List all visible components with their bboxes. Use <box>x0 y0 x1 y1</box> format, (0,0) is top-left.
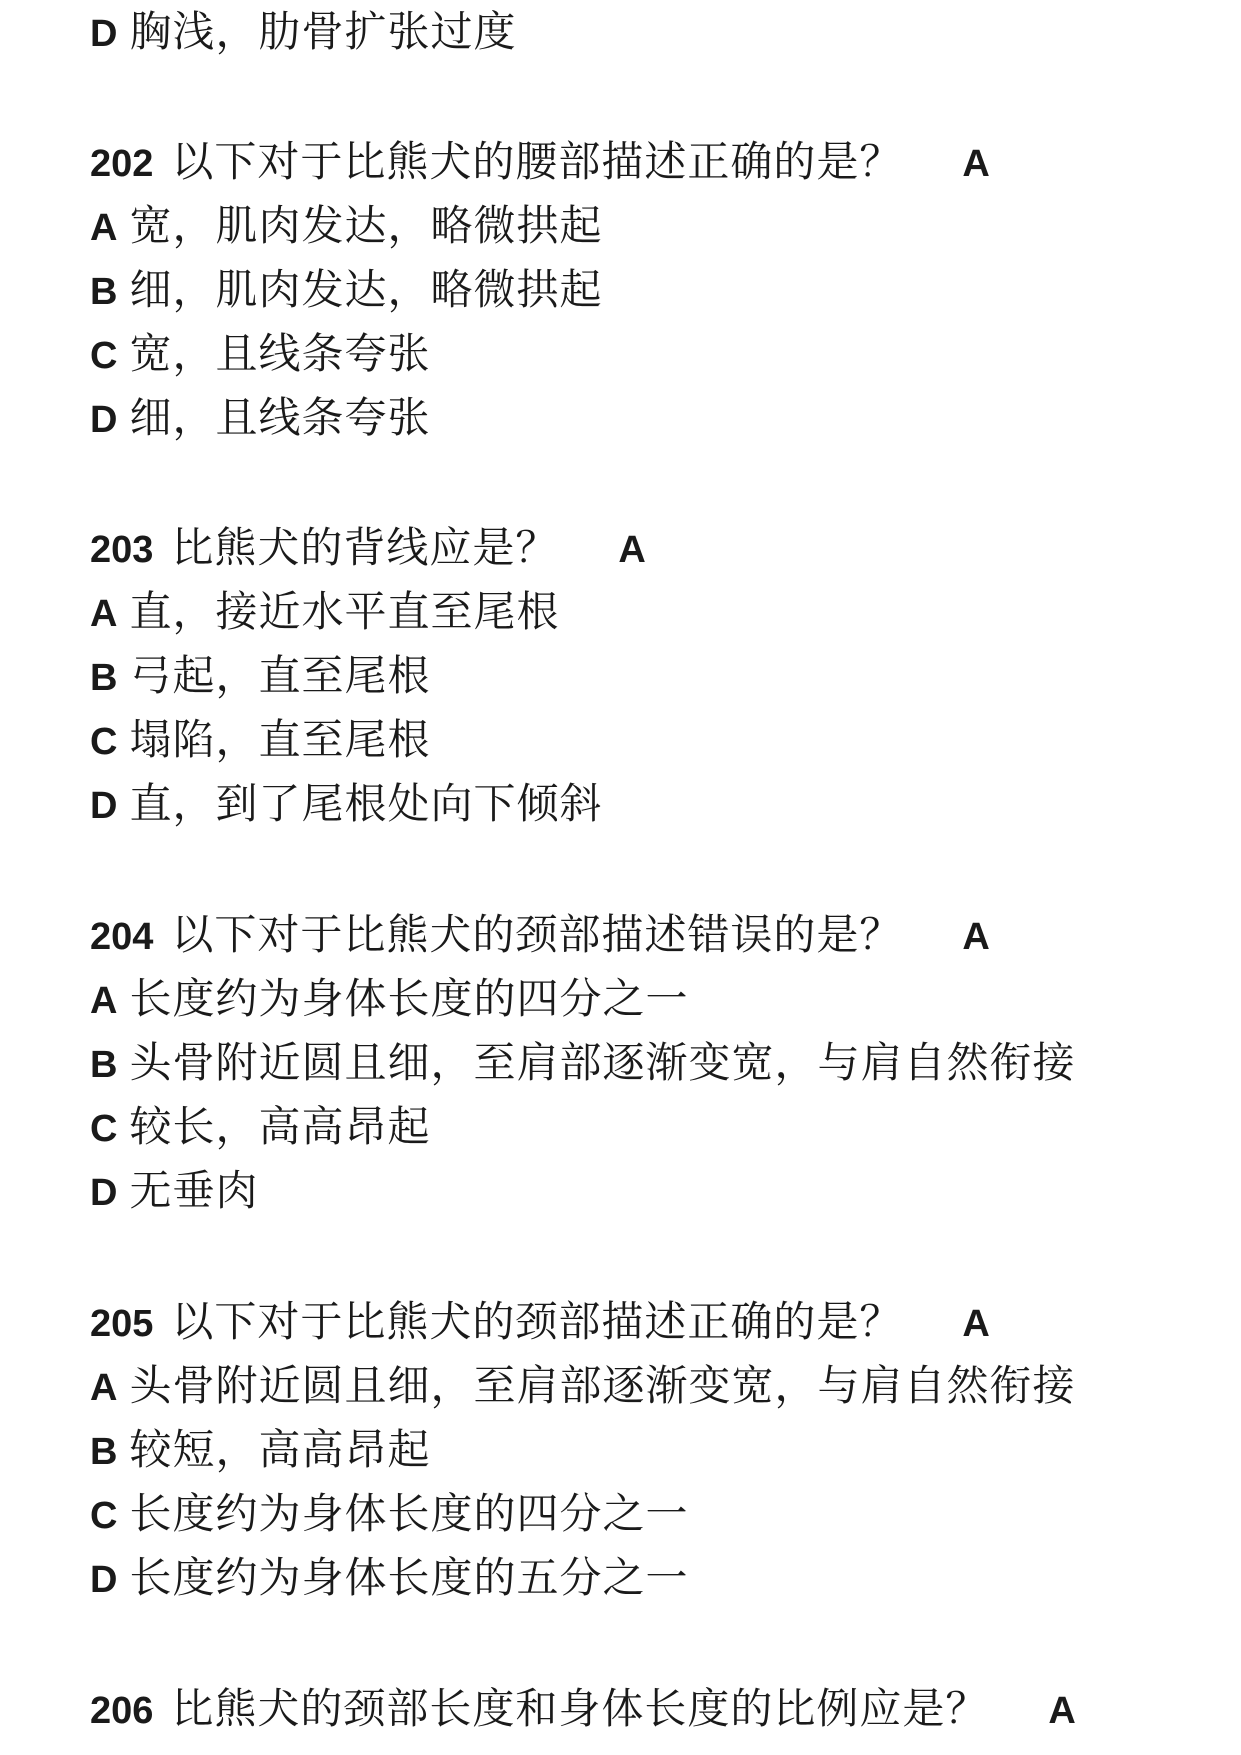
option-line <box>90 2 516 62</box>
question-number: 204 <box>90 916 154 958</box>
option-text: 宽，且线条夸张 <box>129 329 431 378</box>
option-line <box>90 646 430 706</box>
question-line <box>90 1292 990 1352</box>
option-text: 长度约为身体长度的四分之一 <box>129 1489 689 1538</box>
question-line <box>90 132 990 192</box>
option-letter: C <box>90 335 118 377</box>
option-letter: D <box>90 399 118 441</box>
option-text: 头骨附近圆且细，至肩部逐渐变宽，与肩自然衔接 <box>129 1361 1076 1410</box>
answer-key: A <box>618 529 646 571</box>
option-text: 较长，高高昂起 <box>129 1102 431 1151</box>
option-letter: D <box>90 13 118 55</box>
option-line <box>90 1548 688 1608</box>
answer-key: A <box>962 1303 990 1345</box>
question-text: 比熊犬的背线应是？ <box>171 523 559 572</box>
option-letter: A <box>90 207 118 249</box>
question-number: 206 <box>90 1690 154 1732</box>
option-line <box>90 1484 688 1544</box>
option-line <box>90 260 602 320</box>
option-line <box>90 1161 258 1221</box>
option-letter: A <box>90 980 118 1022</box>
option-text: 直，接近水平直至尾根 <box>129 587 560 636</box>
option-text: 较短，高高昂起 <box>129 1425 431 1474</box>
question-text: 以下对于比熊犬的颈部描述正确的是？ <box>171 1297 903 1346</box>
answer-key: A <box>1048 1690 1076 1732</box>
answer-key: A <box>962 916 990 958</box>
option-letter: C <box>90 721 118 763</box>
option-text: 细，且线条夸张 <box>129 393 431 442</box>
option-line <box>90 774 602 834</box>
option-letter: D <box>90 785 118 827</box>
question-line <box>90 1679 1076 1739</box>
option-text: 长度约为身体长度的四分之一 <box>129 974 689 1023</box>
option-line <box>90 388 430 448</box>
option-text: 胸浅，肋骨扩张过度 <box>129 7 517 56</box>
option-letter: D <box>90 1559 118 1601</box>
option-text: 塌陷，直至尾根 <box>129 715 431 764</box>
option-text: 弓起，直至尾根 <box>129 651 431 700</box>
option-letter: A <box>90 1367 118 1409</box>
question-number: 202 <box>90 143 154 185</box>
option-line <box>90 1097 430 1157</box>
option-line <box>90 969 688 1029</box>
option-text: 直，到了尾根处向下倾斜 <box>129 779 603 828</box>
option-letter: B <box>90 657 118 699</box>
question-number: 205 <box>90 1303 154 1345</box>
question-line <box>90 905 990 965</box>
option-text: 细，肌肉发达，略微拱起 <box>129 265 603 314</box>
option-line <box>90 1420 430 1480</box>
option-letter: B <box>90 1431 118 1473</box>
question-text: 以下对于比熊犬的颈部描述错误的是？ <box>171 910 903 959</box>
option-line <box>90 582 559 642</box>
option-letter: C <box>90 1108 118 1150</box>
question-text: 比熊犬的颈部长度和身体长度的比例应是？ <box>171 1684 989 1733</box>
option-letter: C <box>90 1495 118 1537</box>
question-line <box>90 518 646 578</box>
option-line <box>90 1356 1075 1416</box>
option-text: 无垂肉 <box>129 1166 259 1215</box>
option-text: 长度约为身体长度的五分之一 <box>129 1553 689 1602</box>
option-line <box>90 1033 1075 1093</box>
option-text: 头骨附近圆且细，至肩部逐渐变宽，与肩自然衔接 <box>129 1038 1076 1087</box>
answer-key: A <box>962 143 990 185</box>
option-letter: A <box>90 593 118 635</box>
option-line <box>90 196 602 256</box>
question-number: 203 <box>90 529 154 571</box>
option-line <box>90 324 430 384</box>
question-text: 以下对于比熊犬的腰部描述正确的是？ <box>171 137 903 186</box>
option-text: 宽，肌肉发达，略微拱起 <box>129 201 603 250</box>
option-letter: D <box>90 1172 118 1214</box>
option-line <box>90 710 430 770</box>
option-letter: B <box>90 1044 118 1086</box>
option-letter: B <box>90 271 118 313</box>
